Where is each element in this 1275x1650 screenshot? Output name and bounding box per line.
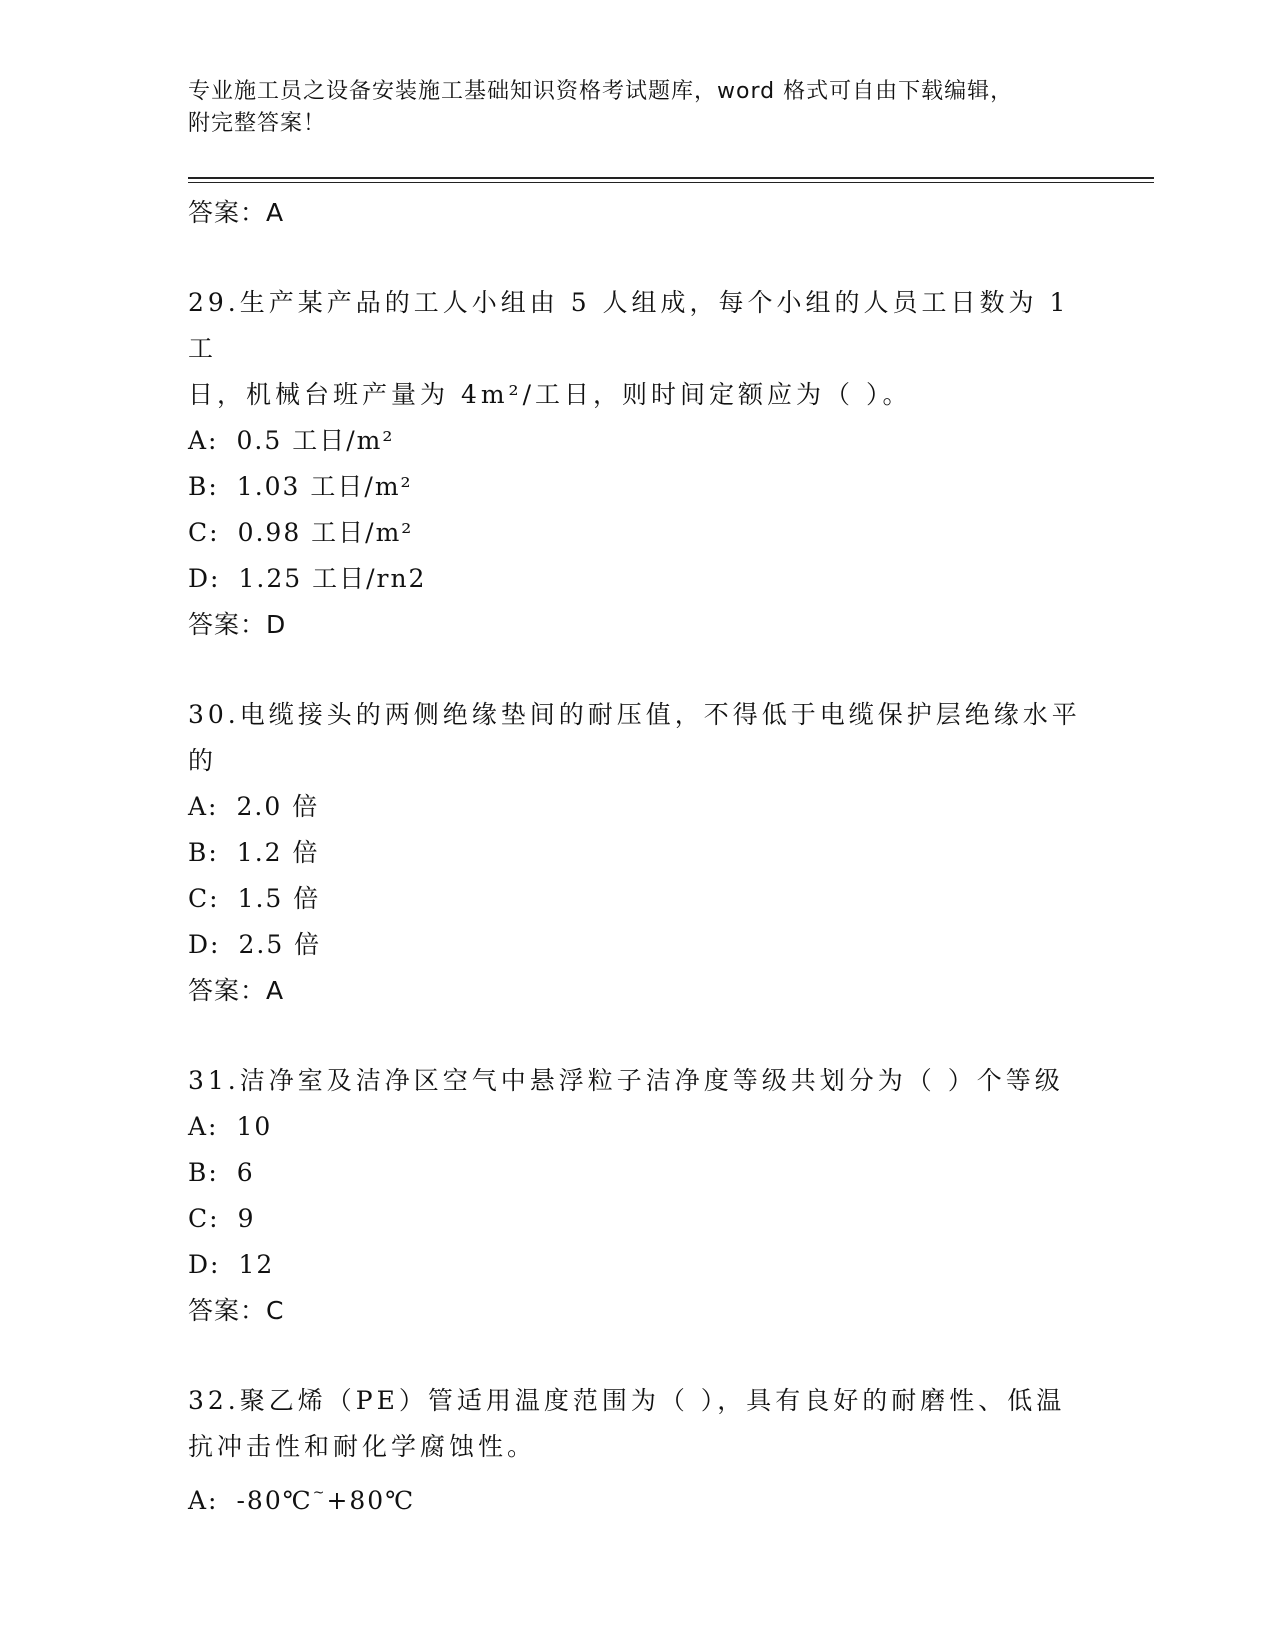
answer-label: 答案：A (188, 198, 285, 227)
option-b (188, 1150, 1088, 1196)
option-text: 2.0 倍 (236, 792, 320, 821)
option-text-tilde: ~ (312, 1485, 327, 1501)
option-text: 1.5 倍 (237, 884, 321, 913)
option-text: 0.5 工日/m² (236, 426, 395, 455)
option-text: 9 (237, 1204, 256, 1233)
question-text: 30.电缆接头的两侧绝缘垫间的耐压值，不得低于电缆保护层绝缘水平 (188, 700, 1081, 729)
question-text: 日，机械台班产量为 4m²/工日，则时间定额应为（ ）。 (188, 380, 912, 409)
answer-label: 答案：C (188, 1296, 285, 1325)
answer-label: 答案：D (188, 610, 287, 639)
option-b (188, 830, 1088, 876)
header-line-2: 附完整答案！ (188, 111, 327, 136)
question-text: 31.洁净室及洁净区空气中悬浮粒子洁净度等级共划分为（ ）个等级 (188, 1066, 1064, 1095)
option-d (188, 1242, 1088, 1288)
answer-label: 答案：A (188, 976, 285, 1005)
option-text: -80℃ (236, 1486, 313, 1515)
question-29 (188, 280, 1088, 648)
option-letter: D: (188, 930, 221, 959)
option-letter: A: (188, 792, 219, 821)
option-letter: C: (188, 884, 220, 913)
option-text: 10 (236, 1112, 273, 1141)
option-text: 2.5 倍 (238, 930, 322, 959)
question-text: 的 (188, 746, 218, 775)
header-line-1: 专业施工员之设备安装施工基础知识资格考试题库，word 格式可自由下载编辑， (188, 79, 1014, 104)
option-text: +80℃ (326, 1486, 416, 1515)
option-letter: B: (188, 1158, 219, 1187)
document-header (188, 76, 1088, 140)
option-c (188, 510, 1088, 556)
question-text: 29.生产某产品的工人小组由 5 人组成，每个小组的人员工日数为 1 工 (188, 288, 1070, 363)
option-d (188, 922, 1088, 968)
option-letter: C: (188, 1204, 220, 1233)
option-letter: D: (188, 1250, 221, 1279)
option-a (188, 1104, 1088, 1150)
question-31 (188, 1058, 1088, 1334)
option-a (188, 418, 1088, 464)
question-text: 32.聚乙烯（PE）管适用温度范围为（ ），具有良好的耐磨性、低温 (188, 1386, 1066, 1415)
option-text: 1.25 工日/rn2 (238, 564, 427, 593)
option-letter: B: (188, 838, 219, 867)
option-letter: D: (188, 564, 221, 593)
option-letter: A: (188, 1112, 219, 1141)
question-30 (188, 692, 1088, 1014)
option-letter: A: (188, 1486, 219, 1515)
option-text: 1.2 倍 (236, 838, 320, 867)
question-32 (188, 1378, 1088, 1524)
option-text: 12 (238, 1250, 275, 1279)
question-list (188, 190, 1088, 1524)
option-letter: A: (188, 426, 219, 455)
option-text: 6 (236, 1158, 255, 1187)
option-text: 1.03 工日/m² (236, 472, 413, 501)
option-letter: C: (188, 518, 220, 547)
option-a (188, 784, 1088, 830)
option-a (188, 1470, 1088, 1524)
option-letter: B: (188, 472, 219, 501)
question-text: 抗冲击性和耐化学腐蚀性。 (188, 1432, 537, 1461)
option-c (188, 876, 1088, 922)
header-divider-thin (188, 182, 1154, 183)
option-text: 0.98 工日/m² (237, 518, 414, 547)
option-d (188, 556, 1088, 602)
header-divider (188, 177, 1154, 179)
option-c (188, 1196, 1088, 1242)
option-b (188, 464, 1088, 510)
